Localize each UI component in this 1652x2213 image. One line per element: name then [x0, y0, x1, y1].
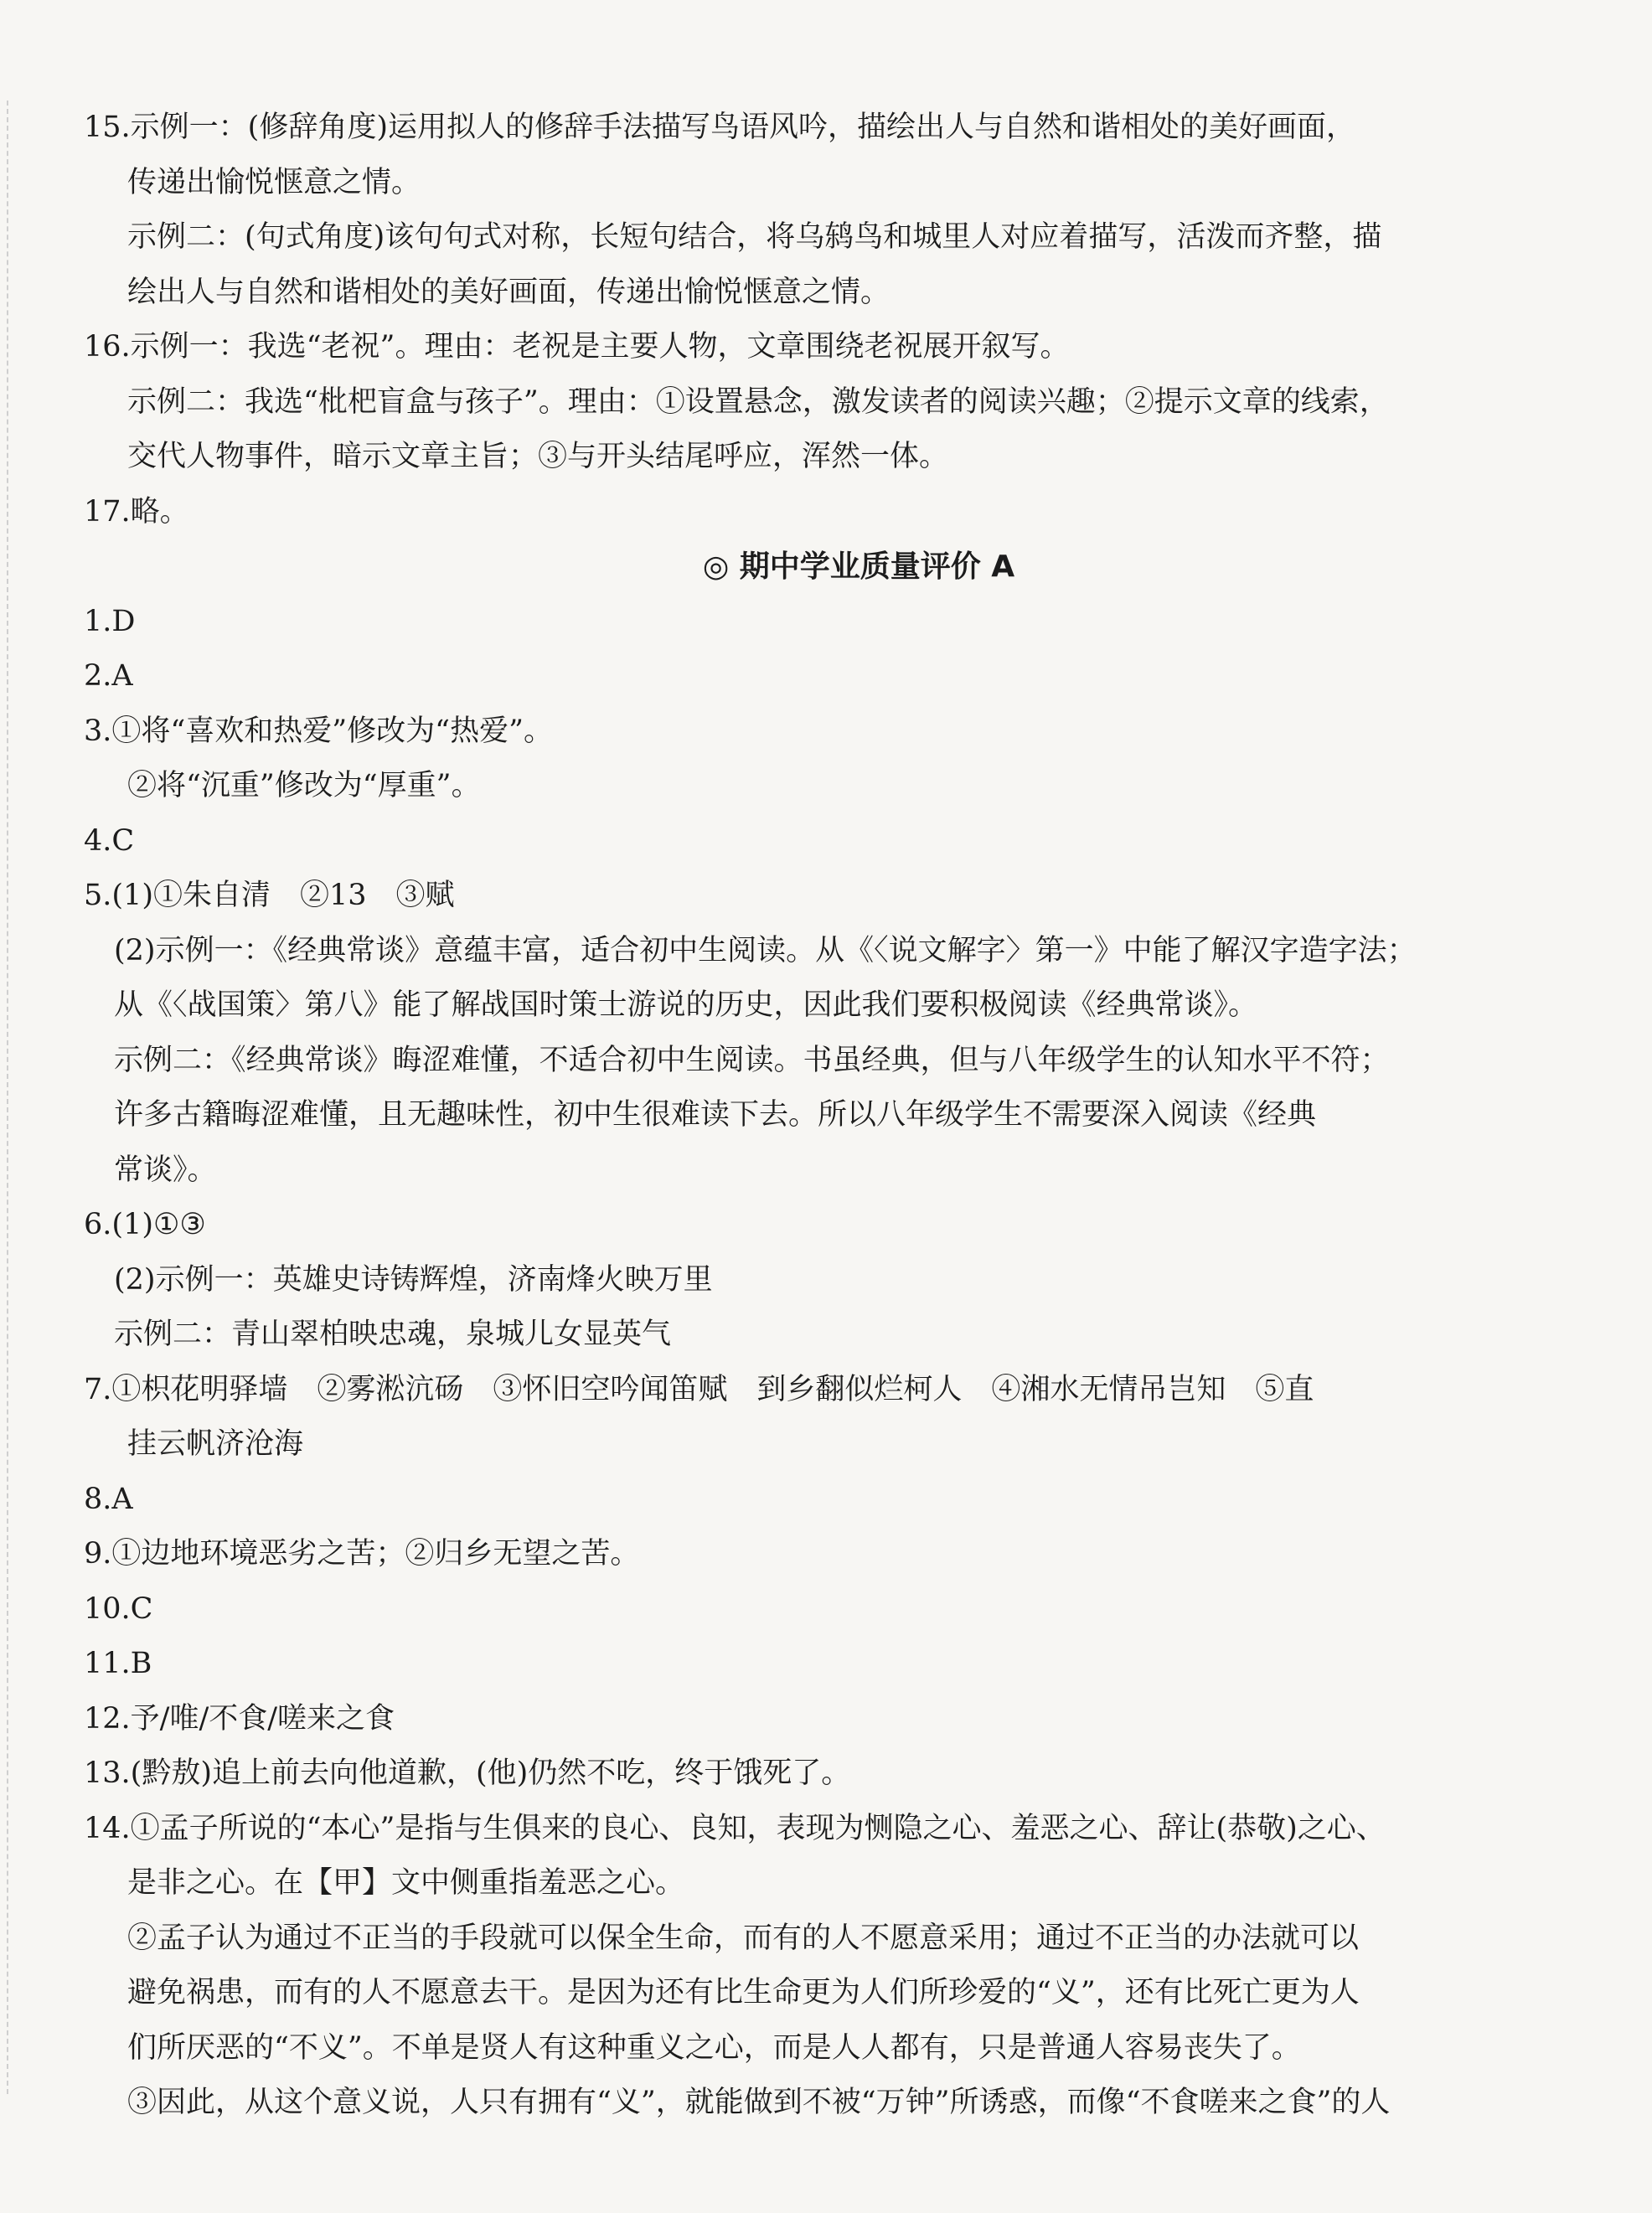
q14-line-3: ②孟子认为通过不正当的手段就可以保全生命，而有的人不愿意采用；通过不正当的办法就可以: [127, 1921, 1360, 1955]
q8-answer: 8.A: [84, 1482, 133, 1516]
q14-line-2: 是非之心。在【甲】文中侧重指羞恶之心。: [127, 1866, 685, 1900]
q7-line-2: 挂云帆济沧海: [127, 1427, 304, 1461]
q14-line-1: 14.①孟子所说的“本心”是指与生俱来的良心、良知，表现为恻隐之心、羞恶之心、辞让(恭敬)之心、: [84, 1811, 1386, 1845]
q5-line-4: 示例二：《经典常谈》晦涩难懂，不适合初中生阅读。书虽经典，但与八年级学生的认知水平不符；: [114, 1043, 1390, 1077]
q6-line-3: 示例二：青山翠柏映忠魂，泉城儿女显英气: [114, 1318, 672, 1351]
q14-line-4: 避免祸患，而有的人不愿意去干。是因为还有比生命更为人们所珍爱的“义”，还有比死亡更为人: [127, 1976, 1360, 2009]
answer-key-page: [84, 101, 1474, 2131]
q3-line-2: ②将“沉重”修改为“厚重”。: [127, 769, 481, 802]
q5-line-2: (2)示例一：《经典常谈》意蕴丰富，适合初中生阅读。从《〈说文解字〉第一》中能了解汉字造字法；: [114, 933, 1417, 967]
q15-line-1: 15.示例一：(修辞角度)运用拟人的修辞手法描写鸟语风吟，描绘出人与自然和谐相处的美好画面，: [84, 111, 1355, 144]
q16-line-2: 示例二：我选“枇杷盲盒与孩子”。理由：①设置悬念，激发读者的阅读兴趣；②提示文章的线索，: [127, 384, 1389, 419]
q1-answer: 1.D: [84, 604, 136, 638]
q14-line-6: ③因此，从这个意义说，人只有拥有“义”，就能做到不被“万钟”所诱惑，而像“不食嗟来之食”的人: [127, 2086, 1391, 2119]
q15-line-3: 示例二：(句式角度)该句句式对称，长短句结合，将乌鸫鸟和城里人对应着描写，活泼而齐整，描: [127, 220, 1382, 254]
q2-answer: 2.A: [84, 659, 133, 693]
q13-answer: 13.(黔敖)追上前去向他道歉，(他)仍然不吃，终于饿死了。: [84, 1756, 851, 1790]
q12-answer: 12.予/唯/不食/嗟来之食: [84, 1701, 395, 1736]
q5-line-1: 5.(1)①朱自清 ②13 ③赋: [84, 879, 455, 912]
q9-answer: 9.①边地环境恶劣之苦；②归乡无望之苦。: [84, 1537, 640, 1571]
q17-line: 17.略。: [84, 494, 189, 529]
q6-line-2: (2)示例一：英雄史诗铸辉煌，济南烽火映万里: [114, 1262, 713, 1297]
q4-answer: 4.C: [84, 823, 135, 858]
q14-line-5: 们所厌恶的“不义”。不单是贤人有这种重义之心，而是人人都有，只是普通人容易丧失了。: [127, 2030, 1301, 2065]
q5-line-6: 常谈》。: [114, 1153, 217, 1187]
q15-line-2: 传递出愉悦惬意之情。: [127, 165, 421, 199]
section-heading: ◎ 期中学业质量评价 A: [702, 549, 1015, 584]
q16-line-3: 交代人物事件，暗示文章主旨；③与开头结尾呼应，浑然一体。: [127, 440, 949, 473]
q5-line-5: 许多古籍晦涩难懂，且无趣味性，初中生很难读下去。所以八年级学生不需要深入阅读《经典: [114, 1098, 1317, 1132]
q11-answer: 11.B: [84, 1647, 152, 1680]
q15-line-4: 绘出人与自然和谐相处的美好画面，传递出愉悦惬意之情。: [127, 275, 891, 309]
q7-line-1: 7.①枳花明驿墙 ②雾淞沆砀 ③怀旧空吟闻笛赋 到乡翻似烂柯人 ④湘水无情吊岂知 ⑤直: [84, 1372, 1314, 1406]
q3-line-1: 3.①将“喜欢和热爱”修改为“热爱”。: [84, 714, 553, 748]
q16-line-1: 16.示例一：我选“老祝”。理由：老祝是主要人物，文章围绕老祝展开叙写。: [84, 330, 1070, 364]
q10-answer: 10.C: [84, 1591, 153, 1626]
binding-margin-rule: [7, 101, 10, 2094]
q6-line-1: 6.(1)①③: [84, 1208, 206, 1241]
q5-line-3: 从《〈战国策〉第八》能了解战国时策士游说的历史，因此我们要积极阅读《经典常谈》。: [114, 988, 1258, 1022]
